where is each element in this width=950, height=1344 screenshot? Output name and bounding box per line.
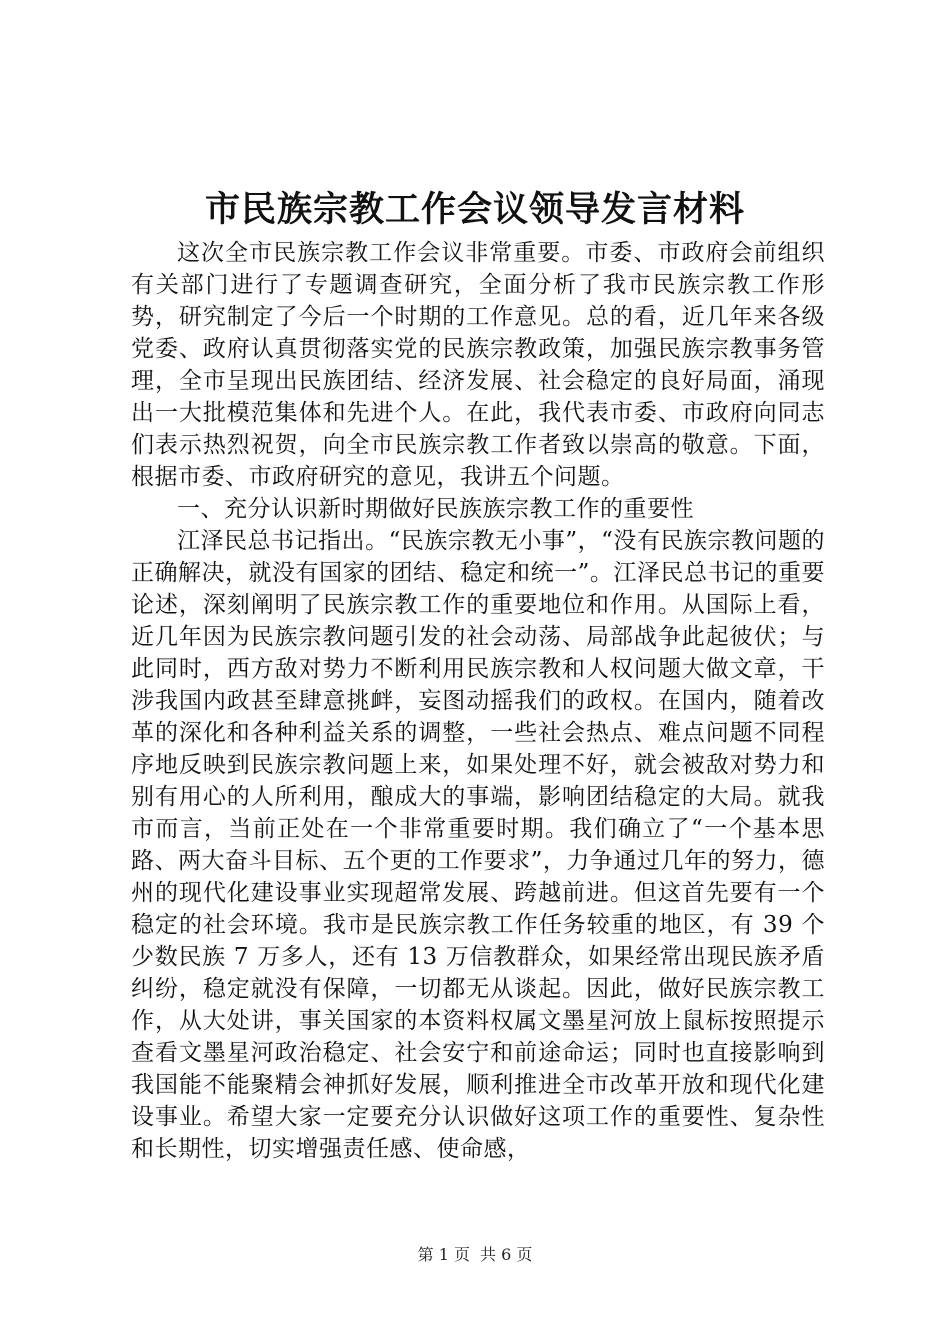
page-total: 共 6 页 [480, 1245, 533, 1264]
intro-paragraph: 这次全市民族宗教工作会议非常重要。市委、市政府会前组织有关部门进行了专题调查研究，全面分析了我市民族宗教工作形势，研究制定了今后一个时期的工作意见。总的看，近几年来各级党委、政府认真贯彻落实党的民族宗教政策，加强民族宗教事务管理，全市呈现出民族团结、经济发展、社会稳定的良好局面，涌现出一大批模范集体和先进个人。在此，我代表市委、市政府向同志们表示热烈祝贺，向全市民族宗教工作者致以崇高的敬意。下面，根据市委、市政府研究的意见，我讲五个问题。 [131, 240, 825, 490]
page-footer [0, 1244, 950, 1266]
document-title: 市民族宗教工作会议领导发言材料 [204, 189, 745, 230]
page-number: 第 1 页 [417, 1245, 470, 1264]
section-paragraph: 江泽民总书记指出。“民族宗教无小事”，“没有民族宗教问题的正确解决，就没有国家的团结、稳定和统一”。江泽民总书记的重要论述，深刻阐明了民族宗教工作的重要地位和作用。从国际上看，近几年因为民族宗教问题引发的社会动荡、局部战争此起彼伏；与此同时，西方敌对势力不断利用民族宗教和人权问题大做文章，干涉我国内政甚至肆意挑衅，妄图动摇我们的政权。在国内，随着改革的深化和各种利益关系的调整，一些社会热点、难点问题不同程序地反映到民族宗教问题上来，如果处理不好，就会被敌对势力和别有用心的人所利用，酿成大的事端，影响团结稳定的大局。就我市而言，当前正处在一个非常重要时期。我们确立了“一个基本思路、两大奋斗目标、五个更的工作要求”，力争通过几年的努力，德州的现代化建设事业实现超常发展、跨越前进。但这首先要有一个稳定的社会环境。我市是民族宗教工作任务较重的地区，有 39 个少数民族 7 万多人，还有 13 万信教群众，如果经常出现民族矛盾纠纷，稳定就没有保障，一切都无从谈起。因此，做好民族宗教工作，从大处讲，事关国家的本资料权属文墨星河放上鼠标按照提示查看文墨星河政治稳定、社会安宁和前途命运；同时也直接影响到我国能不能聚精会神抓好发展，顺利推进全市改革开放和现代化建设事业。希望大家一定要充分认识做好这项工作的重要性、复杂性和长期性，切实增强责任感、使命感， [131, 528, 825, 1162]
document-body [131, 237, 825, 1165]
section-heading: 一、充分认识新时期做好民族族宗教工作的重要性 [177, 496, 694, 522]
